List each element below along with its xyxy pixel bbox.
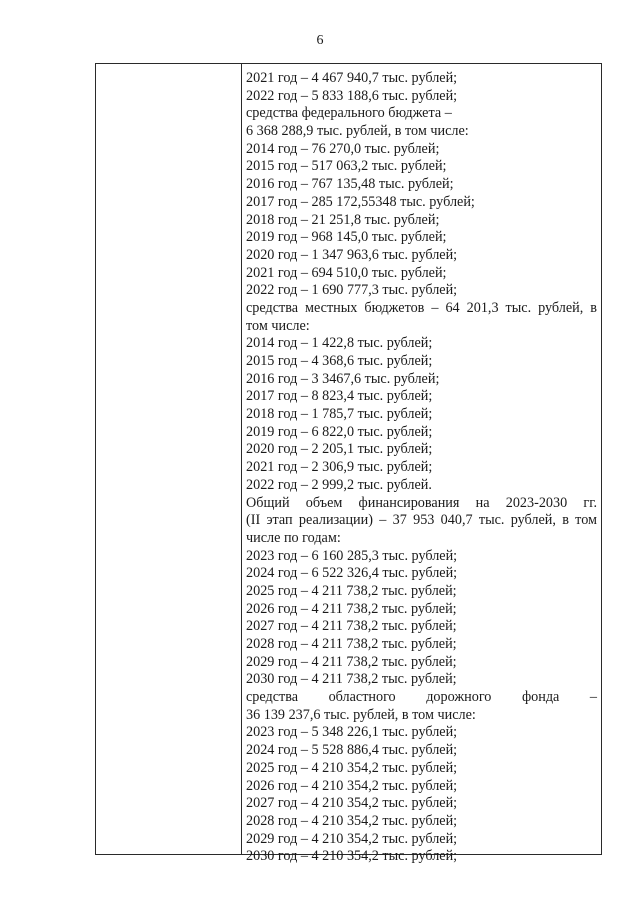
text-line: 2030 год – 4 211 738,2 тыс. рублей;	[246, 671, 457, 688]
text-line: 2018 год – 1 785,7 тыс. рублей;	[246, 406, 433, 423]
column-divider	[241, 64, 242, 854]
text-line: 2021 год – 4 467 940,7 тыс. рублей;	[246, 70, 458, 86]
text-line: 2027 год – 4 210 354,2 тыс. рублей;	[246, 795, 458, 812]
text-line: 2016 год – 767 135,48 тыс. рублей;	[246, 176, 454, 193]
text-line: (II этап реализации) – 37 953 040,7 тыс. рублей, в том	[246, 512, 597, 529]
text-line: 2028 год – 4 211 738,2 тыс. рублей;	[246, 636, 457, 652]
financing-text-cell	[246, 70, 597, 866]
text-line: 2028 год – 4 210 354,2 тыс. рублей;	[246, 812, 458, 829]
page-number: 6	[316, 33, 324, 48]
text-line: 2019 год – 6 822,0 тыс. рублей;	[246, 423, 433, 440]
text-line: средства местных бюджетов – 64 201,3 тыс. рублей, в	[246, 299, 597, 316]
text-line: 2019 год – 968 145,0 тыс. рублей;	[246, 229, 447, 246]
text-line: 2022 год – 5 833 188,6 тыс. рублей;	[246, 87, 458, 104]
text-line: 2021 год – 694 510,0 тыс. рублей;	[246, 264, 447, 281]
text-line: том числе:	[246, 317, 310, 334]
text-line: средства федерального бюджета –	[246, 105, 452, 122]
text-line: 2025 год – 4 211 738,2 тыс. рублей;	[246, 582, 457, 599]
text-line: 2022 год – 2 999,2 тыс. рублей.	[246, 476, 432, 493]
text-line: 2015 год – 517 063,2 тыс. рублей;	[246, 158, 447, 175]
text-line: Общий объем финансирования на 2023-2030 гг.	[246, 494, 597, 511]
text-line: 36 139 237,6 тыс. рублей, в том числе:	[246, 706, 476, 723]
text-line: 2023 год – 6 160 285,3 тыс. рублей;	[246, 547, 458, 564]
text-line: 2016 год – 3 3467,6 тыс. рублей;	[246, 370, 440, 387]
text-line: 2030 год – 4 210 354,2 тыс. рублей;	[246, 848, 458, 865]
text-line: 2022 год – 1 690 777,3 тыс. рублей;	[246, 282, 458, 299]
text-line: 2023 год – 5 348 226,1 тыс. рублей;	[246, 724, 458, 741]
text-line: 2014 год – 1 422,8 тыс. рублей;	[246, 335, 433, 352]
text-line: 2029 год – 4 210 354,2 тыс. рублей;	[246, 830, 458, 847]
text-line: 2018 год – 21 251,8 тыс. рублей;	[246, 211, 440, 228]
text-line: 2020 год – 1 347 963,6 тыс. рублей;	[246, 246, 458, 263]
text-line: 2014 год – 76 270,0 тыс. рублей;	[246, 140, 440, 157]
text-line: числе по годам:	[246, 529, 341, 546]
text-line: 2025 год – 4 210 354,2 тыс. рублей;	[246, 759, 458, 776]
text-line: средства областного дорожного фонда –	[246, 689, 597, 706]
text-line: 2020 год – 2 205,1 тыс. рублей;	[246, 441, 433, 458]
text-line: 2026 год – 4 211 738,2 тыс. рублей;	[246, 600, 457, 617]
text-line: 2026 год – 4 210 354,2 тыс. рублей;	[246, 777, 458, 794]
passport-table	[95, 63, 602, 865]
text-line: 2024 год – 6 522 326,4 тыс. рублей;	[246, 565, 458, 582]
text-line: 2015 год – 4 368,6 тыс. рублей;	[246, 353, 433, 369]
text-line: 2017 год – 8 823,4 тыс. рублей;	[246, 388, 433, 405]
text-line: 2024 год – 5 528 886,4 тыс. рублей;	[246, 742, 458, 759]
text-line: 2027 год – 4 211 738,2 тыс. рублей;	[246, 618, 457, 635]
text-line: 2029 год – 4 211 738,2 тыс. рублей;	[246, 653, 457, 670]
text-line: 2017 год – 285 172,55348 тыс. рублей;	[246, 193, 475, 210]
text-line: 6 368 288,9 тыс. рублей, в том числе:	[246, 123, 469, 140]
text-line: 2021 год – 2 306,9 тыс. рублей;	[246, 459, 433, 476]
